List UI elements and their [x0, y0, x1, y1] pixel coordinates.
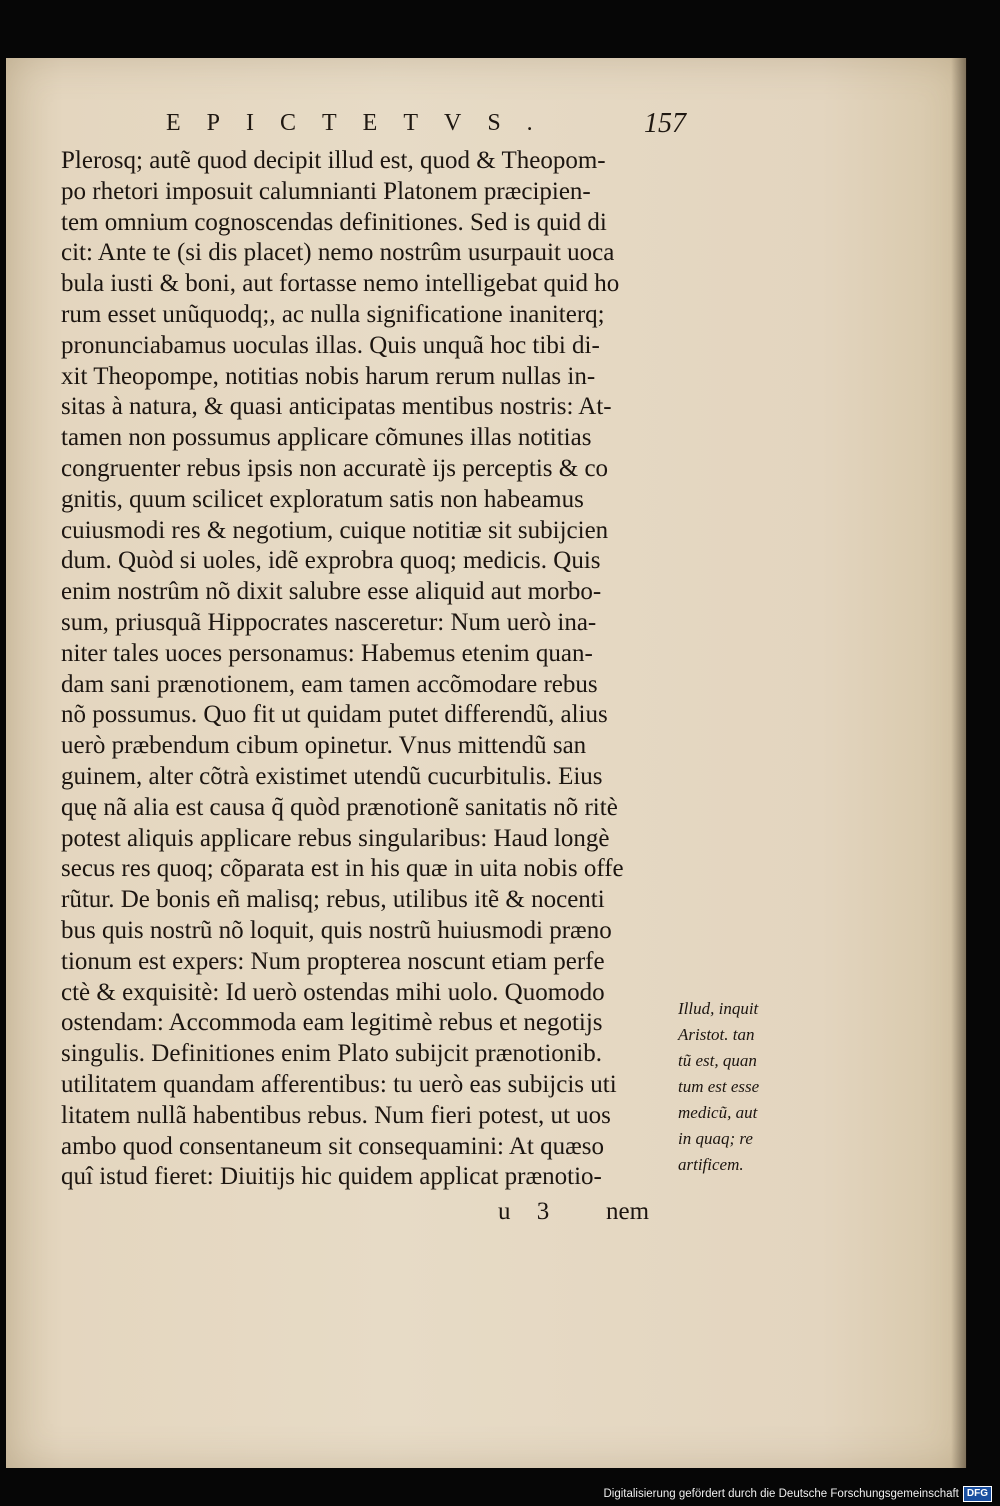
- text-line: ambo quod consentaneum sit consequamini: At quæso: [61, 1132, 604, 1160]
- text-line: bula iusti & boni, aut fortasse nemo intelligebat quid ho: [61, 270, 620, 298]
- text-line: sitas à natura, & quasi anticipatas mentibus nostris: At-: [61, 393, 612, 421]
- text-line: ostendam: Accommoda eam legitimè rebus et negotijs: [61, 1009, 603, 1037]
- text-line: Plerosq; autẽ quod decipit illud est, quod & Theopom-: [61, 147, 606, 174]
- page-edge-shadow: [951, 58, 967, 1468]
- marginal-note-line: in quaq; re: [678, 1129, 753, 1148]
- text-line: enim nostrûm nõ dixit salubre esse aliquid aut morbo-: [61, 578, 602, 606]
- text-line: quî istud fieret: Diuitijs hic quidem applicat prænotio-: [61, 1163, 602, 1191]
- text-line: niter tales uoces personamus: Habemus etenim quan-: [61, 639, 593, 667]
- text-line: pronunciabamus uoculas illas. Quis unquã hoc tibi di-: [61, 331, 600, 359]
- dfg-logo: DFG: [963, 1486, 992, 1502]
- page-header: [166, 110, 686, 140]
- text-line: tem omnium cognoscendas definitiones. Sed is quid di: [61, 208, 607, 236]
- page-number: 157: [644, 108, 686, 139]
- text-line: bus quis nostrũ nõ loquit, quis nostrũ huiusmodi præno: [61, 916, 612, 944]
- text-line: quę nã alia est causa q̃ quòd prænotionẽ sanitatis nõ ritè: [61, 793, 618, 821]
- text-line: ctè & exquisitè: Id uerò ostendas mihi uolo. Quomodo: [61, 978, 605, 1006]
- text-line: rum esset unũquodq;, ac nulla significatione inaniterq;: [61, 300, 605, 328]
- text-line: guinem, alter cõtrà existimet utendũ cucurbitulis. Eius: [61, 762, 603, 790]
- text-line: tamen non possumus applicare cõmunes illas notitias: [61, 424, 592, 452]
- marginal-note: [678, 996, 786, 1178]
- marginal-note-line: artificem.: [678, 1155, 744, 1174]
- text-line: utilitatem quandam afferentibus: tu uerò eas subijcis uti: [61, 1070, 617, 1098]
- running-head: EPICTETVS.: [166, 110, 559, 136]
- text-line: potest aliquis applicare rebus singularibus: Haud longè: [61, 824, 610, 852]
- text-line: congruenter rebus ipsis non accuratè ijs perceptis & co: [61, 454, 609, 482]
- marginal-note-line: Illud, inquit: [678, 999, 759, 1018]
- marginal-note-line: Aristot. tan: [678, 1025, 755, 1044]
- book-page: [6, 58, 966, 1468]
- signature-mark: u 3: [498, 1198, 560, 1225]
- text-line: gnitis, quum scilicet exploratum satis non habeamus: [61, 485, 584, 513]
- main-text-block: [61, 146, 679, 1193]
- marginal-note-line: tũ est, quan: [678, 1051, 757, 1070]
- text-line: uerò præbendum cibum opinetur. Vnus mittendũ san: [61, 732, 587, 760]
- text-line: cuiusmodi res & negotium, cuique notitiæ sit subijcien: [61, 516, 609, 544]
- text-line: secus res quoq; cõparata est in his quæ in uita nobis offe: [61, 855, 624, 883]
- text-line: singulis. Definitiones enim Plato subijcit prænotionib.: [61, 1040, 602, 1068]
- text-line: litatem nullã habentibus rebus. Num fieri potest, ut uos: [61, 1101, 611, 1129]
- text-line: sum, priusquã Hippocrates nasceretur: Num uerò ina-: [61, 608, 597, 636]
- text-line: xit Theopompe, notitias nobis harum rerum nullas in-: [61, 362, 596, 390]
- text-line: po rhetori imposuit calumnianti Platonem præcipien-: [61, 177, 591, 205]
- text-line: dum. Quòd si uoles, idẽ exprobra quoq; medicis. Quis: [61, 547, 601, 575]
- catchword: nem: [606, 1198, 650, 1225]
- marginal-note-line: medicũ, aut: [678, 1103, 758, 1122]
- marginal-note-line: tum est esse: [678, 1077, 760, 1096]
- text-line: dam sani prænotionem, eam tamen accõmodare rebus: [61, 670, 598, 698]
- text-line: rũtur. De bonis eñ malisq; rebus, utilibus itẽ & nocenti: [61, 886, 605, 914]
- text-line: nõ possumus. Quo fit ut quidam putet differendũ, alius: [61, 701, 608, 729]
- text-line: cit: Ante te (si dis placet) nemo nostrûm usurpauit uoca: [61, 239, 615, 267]
- text-line: tionum est expers: Num propterea noscunt etiam perfe: [61, 947, 605, 975]
- digitization-footer: [603, 1484, 992, 1504]
- footer-credit: Digitalisierung gefördert durch die Deutsche Forschungsgemeinschaft: [603, 1488, 959, 1500]
